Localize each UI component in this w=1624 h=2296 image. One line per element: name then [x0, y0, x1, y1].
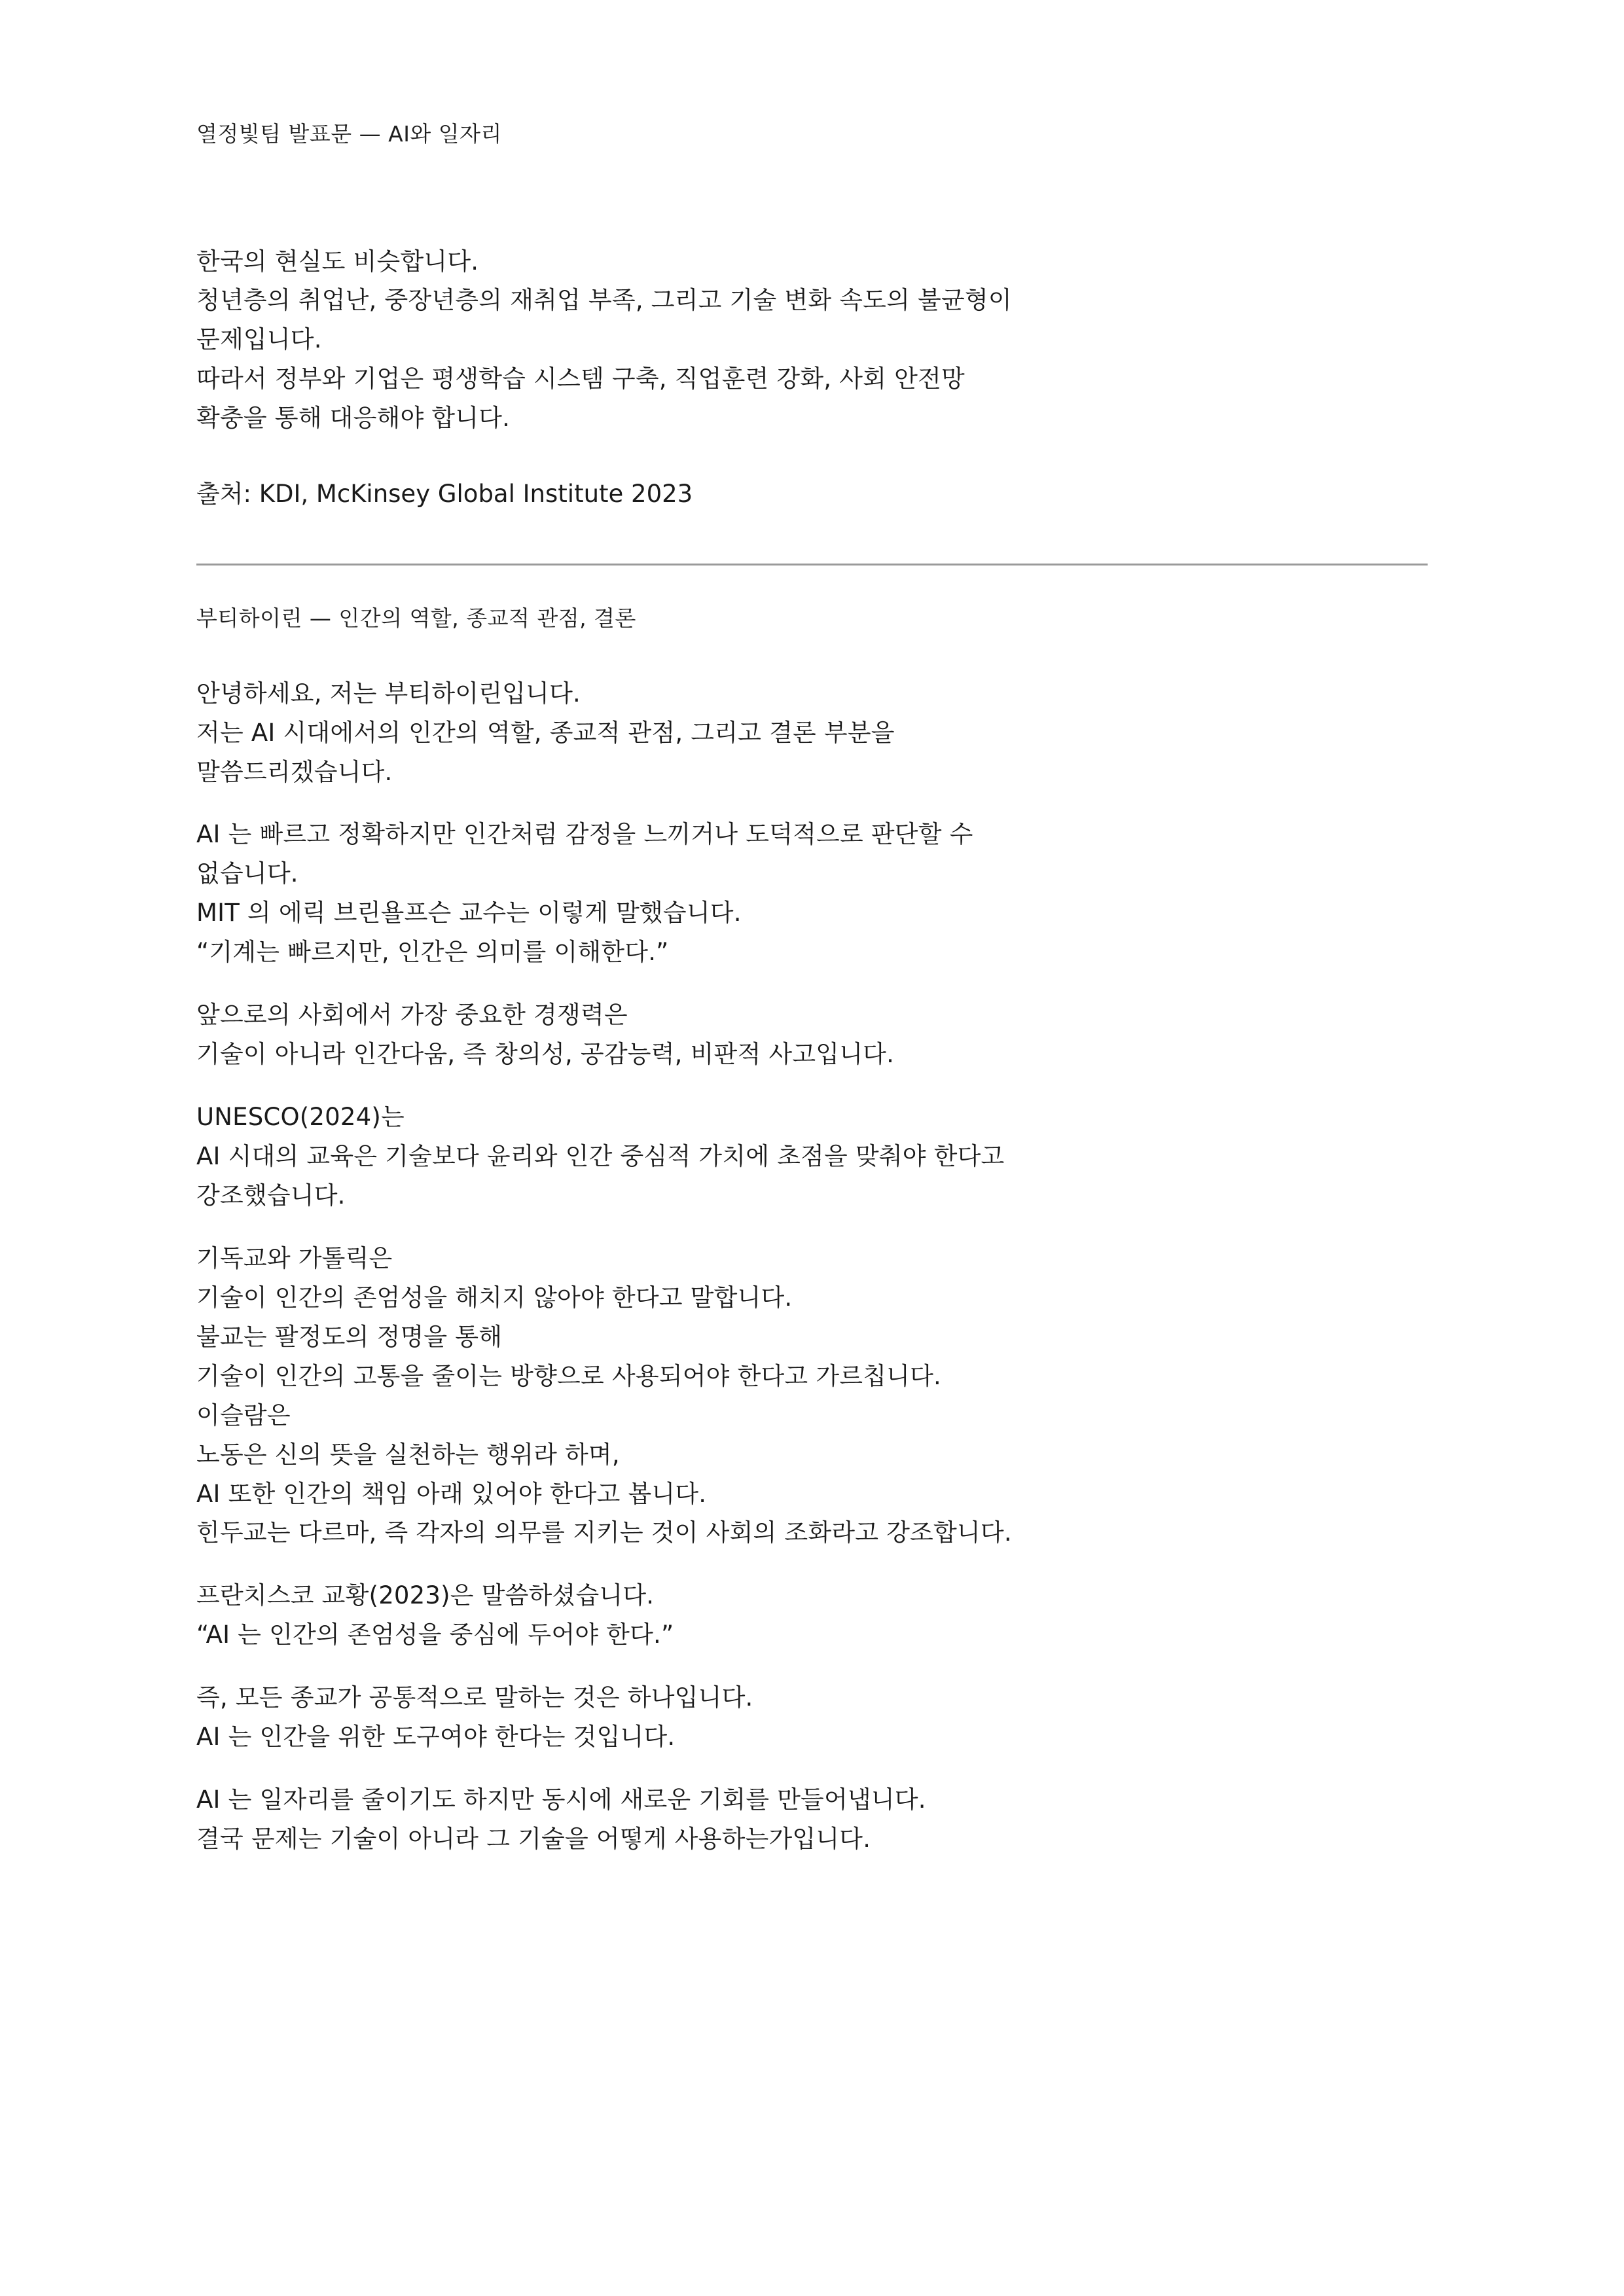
section-two-paragraph-6	[196, 1576, 1428, 1655]
paragraph-line: AI 또한 인간의 책임 아래 있어야 한다고 봅니다.	[196, 1479, 707, 1508]
paragraph-line: 프란치스코 교황(2023)은 말씀하셨습니다.	[196, 1581, 655, 1610]
paragraph-line: MIT 의 에릭 브린욜프슨 교수는 이렇게 말했습니다.	[196, 899, 742, 927]
spacer	[196, 791, 1428, 815]
section-two-paragraph-8	[196, 1780, 1428, 1859]
paragraph-line: 기술이 인간의 존엄성을 해치지 않아야 한다고 말합니다.	[196, 1283, 793, 1312]
paragraph-line: 기술이 인간의 고통을 줄이는 방향으로 사용되어야 한다고 가르칩니다.	[196, 1361, 942, 1390]
quote-line: “AI 는 인간의 존엄성을 중심에 두어야 한다.”	[196, 1621, 674, 1649]
paragraph-line: 없습니다.	[196, 859, 298, 888]
paragraph-line: 기독교와 가톨릭은	[196, 1244, 393, 1272]
spacer	[196, 1757, 1428, 1780]
paragraph-line: 노동은 신의 뜻을 실천하는 행위라 하며,	[196, 1440, 620, 1469]
section-one-body	[196, 242, 1428, 439]
spacer	[196, 1215, 1428, 1239]
section-two-paragraph-5	[196, 1239, 1428, 1553]
spacer	[196, 972, 1428, 996]
paragraph-line: 즉, 모든 종교가 공통적으로 말하는 것은 하나입니다.	[196, 1683, 753, 1712]
paragraph-line: UNESCO(2024)는	[196, 1103, 405, 1132]
section-two-paragraph-2	[196, 815, 1428, 972]
spacer	[196, 1074, 1428, 1098]
section-two-paragraph-3	[196, 996, 1428, 1074]
section-two-title: 부티하이린 — 인간의 역할, 종교적 관점, 결론	[196, 605, 636, 632]
paragraph-line: AI 는 일자리를 줄이기도 하지만 동시에 새로운 기회를 만들어냅니다.	[196, 1785, 926, 1814]
section-divider	[196, 564, 1428, 565]
paragraph-line: 결국 문제는 기술이 아니라 그 기술을 어떻게 사용하는가입니다.	[196, 1825, 871, 1854]
paragraph-line: AI 시대의 교육은 기술보다 윤리와 인간 중심적 가치에 초점을 맞춰야 한다고	[196, 1142, 1005, 1170]
paragraph-line: 불교는 팔정도의 정명을 통해	[196, 1322, 503, 1351]
paragraph-line: 저는 AI 시대에서의 인간의 역할, 종교적 관점, 그리고 결론 부분을	[196, 718, 895, 747]
section-two-paragraph-4	[196, 1098, 1428, 1215]
section-two-paragraph-1	[196, 674, 1428, 792]
paragraph-line: 청년층의 취업난, 중장년층의 재취업 부족, 그리고 기술 변화 속도의 불균형이	[196, 286, 1012, 315]
paragraph-line: 강조했습니다.	[196, 1181, 346, 1210]
paragraph-line: 안녕하세요, 저는 부티하이린입니다.	[196, 679, 581, 708]
paragraph-line: AI 는 빠르고 정확하지만 인간처럼 감정을 느끼거나 도덕적으로 판단할 수	[196, 820, 973, 849]
source-citation: 출처: KDI, McKinsey Global Institute 2023	[196, 480, 693, 509]
paragraph-line: 따라서 정부와 기업은 평생학습 시스템 구축, 직업훈련 강화, 사회 안전망	[196, 365, 965, 393]
section-two-paragraph-7	[196, 1678, 1428, 1757]
paragraph-line: 앞으로의 사회에서 가장 중요한 경쟁력은	[196, 1001, 628, 1030]
spacer	[196, 1655, 1428, 1678]
document-header: 열정빛팀 발표문 — AI와 일자리	[196, 121, 502, 147]
paragraph-line: 기술이 아니라 인간다움, 즉 창의성, 공감능력, 비판적 사고입니다.	[196, 1040, 895, 1069]
paragraph-line: 이슬람은	[196, 1401, 291, 1429]
paragraph-line: 확충을 통해 대응해야 합니다.	[196, 404, 511, 433]
paragraph-line: 한국의 현실도 비슷합니다.	[196, 247, 479, 276]
spacer	[196, 438, 1428, 475]
paragraph-line: 문제입니다.	[196, 325, 322, 354]
paragraph-line: 힌두교는 다르마, 즉 각자의 의무를 지키는 것이 사회의 조화라고 강조합니다.	[196, 1518, 1012, 1547]
spacer	[196, 1552, 1428, 1576]
paragraph-line: 말씀드리겠습니다.	[196, 757, 393, 786]
paragraph-line: AI 는 인간을 위한 도구여야 한다는 것입니다.	[196, 1723, 676, 1751]
quote-line: “기계는 빠르지만, 인간은 의미를 이해한다.”	[196, 938, 669, 967]
